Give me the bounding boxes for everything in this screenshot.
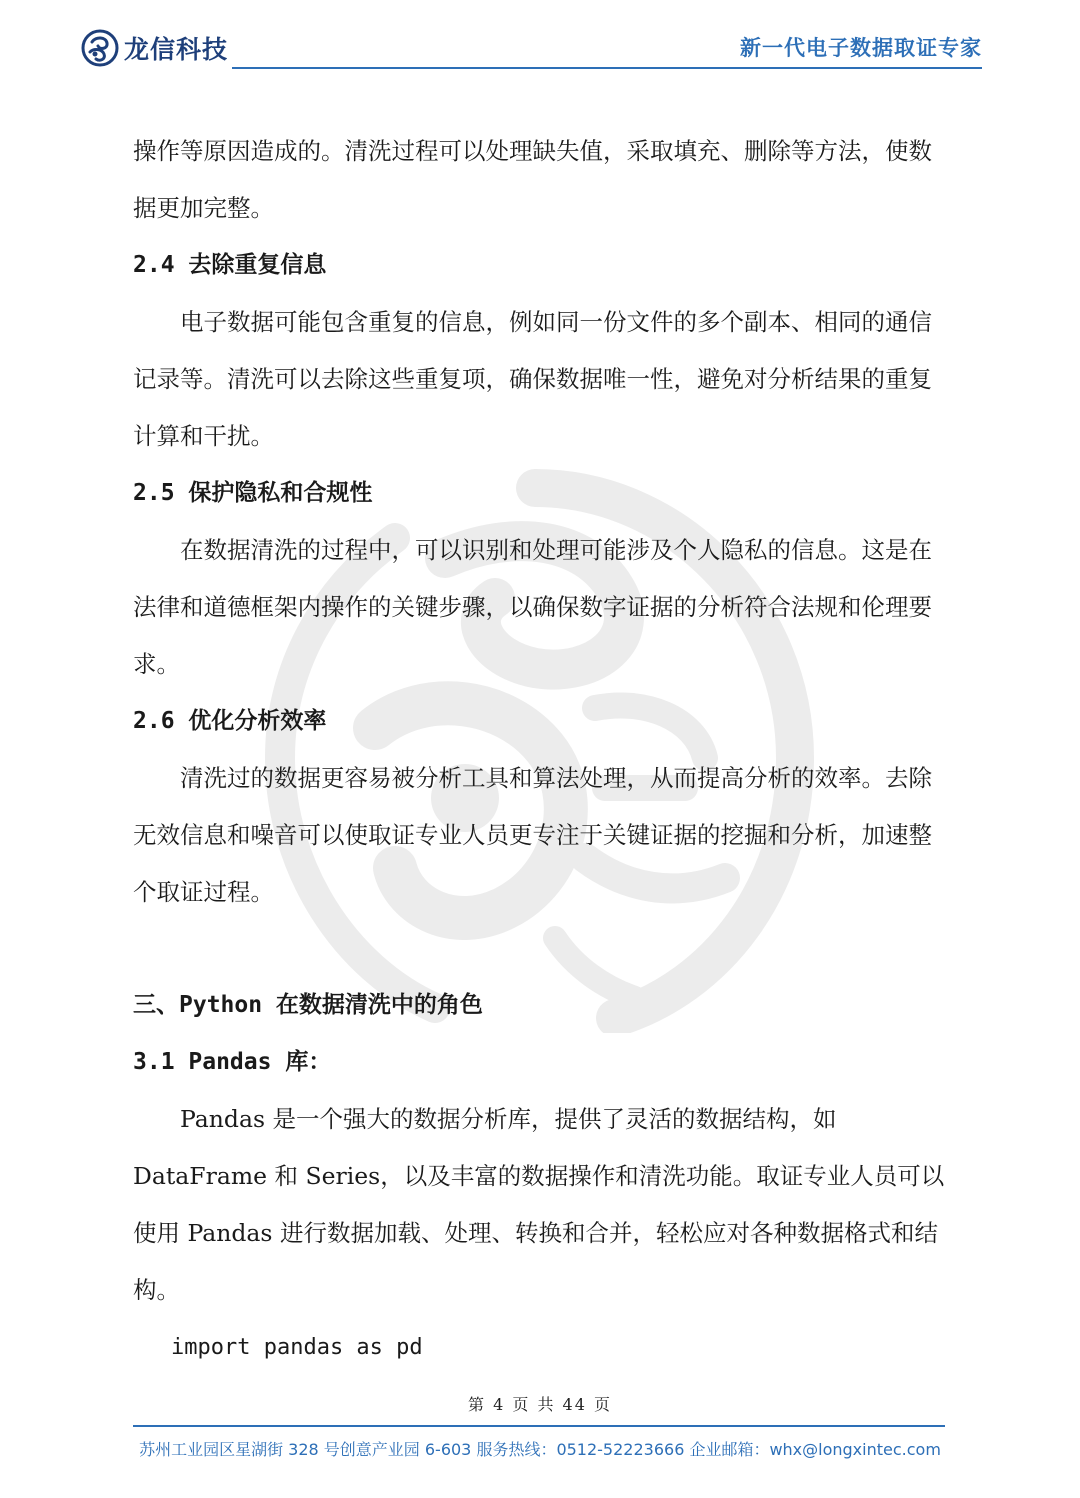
brand-name: 龙信科技 <box>124 35 229 64</box>
header-slogan: 新一代电子数据取证专家 <box>740 36 982 60</box>
footer-contact: 苏州工业园区星湖街 328 号创意产业园 6-603 服务热线：0512-52223666 企业邮箱：whx@longxintec.com <box>139 1440 941 1459</box>
section-gap <box>133 921 953 977</box>
page-number: 第 4 页 共 44 页 <box>468 1395 612 1414</box>
footer-divider <box>133 1425 945 1427</box>
heading-3-1: 3.1 Pandas 库： <box>133 1049 332 1075</box>
paragraph-2-6: 清洗过的数据更容易被分析工具和算法处理，从而提高分析的效率。去除无效信息和噪音可以使取证专业人员更专注于关键证据的挖掘和分析，加速整个取证过程。 <box>133 764 932 906</box>
paragraph-cleaning-missing: 操作等原因造成的。清洗过程可以处理缺失值，采取填充、删除等方法，使数据更加完整。 <box>133 137 932 222</box>
paragraph-3-1: Pandas 是一个强大的数据分析库，提供了灵活的数据结构，如 DataFrame 和 Series，以及丰富的数据操作和清洗功能。取证专业人员可以使用 Pandas 进行数据加载、处理、转换和合并，轻松应对各种数据格式和结构。 <box>133 1105 945 1304</box>
paragraph-2-4: 电子数据可能包含重复的信息，例如同一份文件的多个副本、相同的通信记录等。清洗可以去除这些重复项，确保数据唯一性，避免对分析结果的重复计算和干扰。 <box>133 308 932 450</box>
paragraph-2-5: 在数据清洗的过程中，可以识别和处理可能涉及个人隐私的信息。这是在法律和道德框架内操作的关键步骤，以确保数字证据的分析符合法规和伦理要求。 <box>133 536 932 678</box>
longxin-dragon-logo-icon <box>80 28 120 68</box>
heading-2-4: 2.4 去除重复信息 <box>133 252 327 278</box>
brand-logo <box>80 28 228 68</box>
header-divider <box>232 67 982 69</box>
heading-2-6: 2.6 优化分析效率 <box>133 708 327 734</box>
code-snippet: import pandas as pd <box>171 1335 423 1360</box>
page-header <box>80 28 982 72</box>
heading-section-3: 三、Python 在数据清洗中的角色 <box>133 992 483 1018</box>
heading-2-5: 2.5 保护隐私和合规性 <box>133 480 373 506</box>
document-body <box>133 123 953 1376</box>
